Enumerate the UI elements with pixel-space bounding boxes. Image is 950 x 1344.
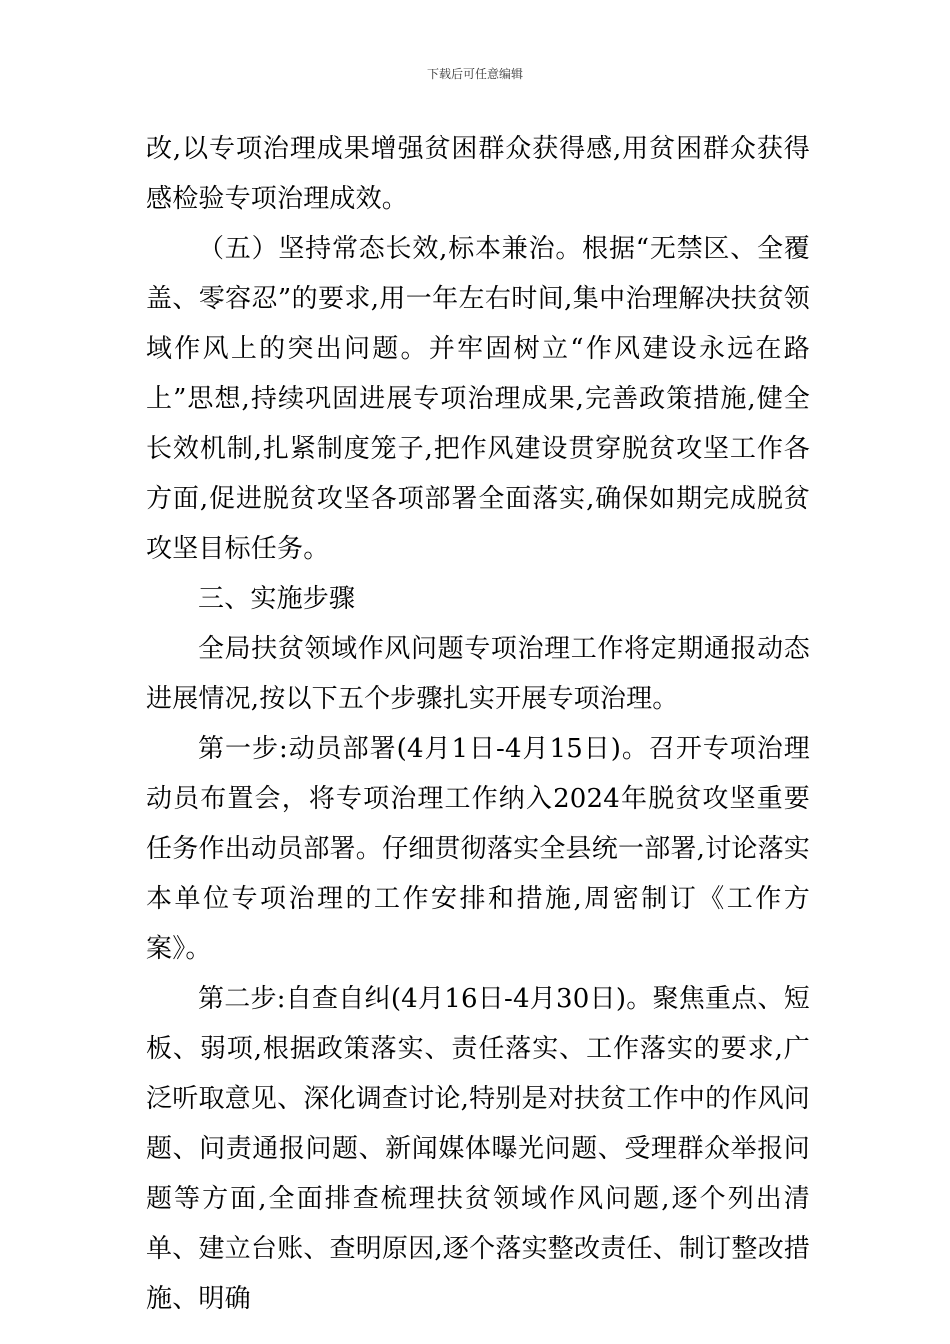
paragraph-step-one: 第一步:动员部署(4月1日-4月15日)。召开专项治理动员布置会，将专项治理工作纳入2024年脱贫攻坚重要任务作出动员部署。仔细贯彻落实全县统一部署,讨论落实本单位专项治理的工作安排和措施,周密制订《工作方案》。: [146, 734, 810, 964]
document-body: [146, 124, 810, 1324]
paragraph-step-two: 第二步:自查自纠(4月16日-4月30日)。聚焦重点、短板、弱项,根据政策落实、责任落实、工作落实的要求,广泛听取意见、深化调查讨论,特别是对扶贫工作中的作风问题、问责通报问题、新闻媒体曝光问题、受理群众举报问题等方面,全面排查梳理扶贫领域作风问题,逐个列出清单、建立台账、查明原因,逐个落实整改责任、制订整改措施、明确: [146, 984, 810, 1314]
page-header: 下载后可任意编辑: [426, 67, 523, 81]
paragraph-continuation: 改,以专项治理成果增强贫困群众获得感,用贫困群众获得感检验专项治理成效。: [146, 134, 810, 214]
section-heading-implementation-steps: 三、实施步骤: [198, 584, 356, 614]
paragraph-steps-intro: 全局扶贫领域作风问题专项治理工作将定期通报动态进展情况,按以下五个步骤扎实开展专项治理。: [146, 634, 810, 714]
paragraph-principle-five: （五）坚持常态长效,标本兼治。根据“无禁区、全覆盖、零容忍”的要求,用一年左右时间,集中治理解决扶贫领域作风上的突出问题。并牢固树立“作风建设永远在路上”思想,持续巩固进展专项治理成果,完善政策措施,健全长效机制,扎紧制度笼子,把作风建设贯穿脱贫攻坚工作各方面,促进脱贫攻坚各项部署全面落实,确保如期完成脱贫攻坚目标任务。: [146, 234, 810, 564]
